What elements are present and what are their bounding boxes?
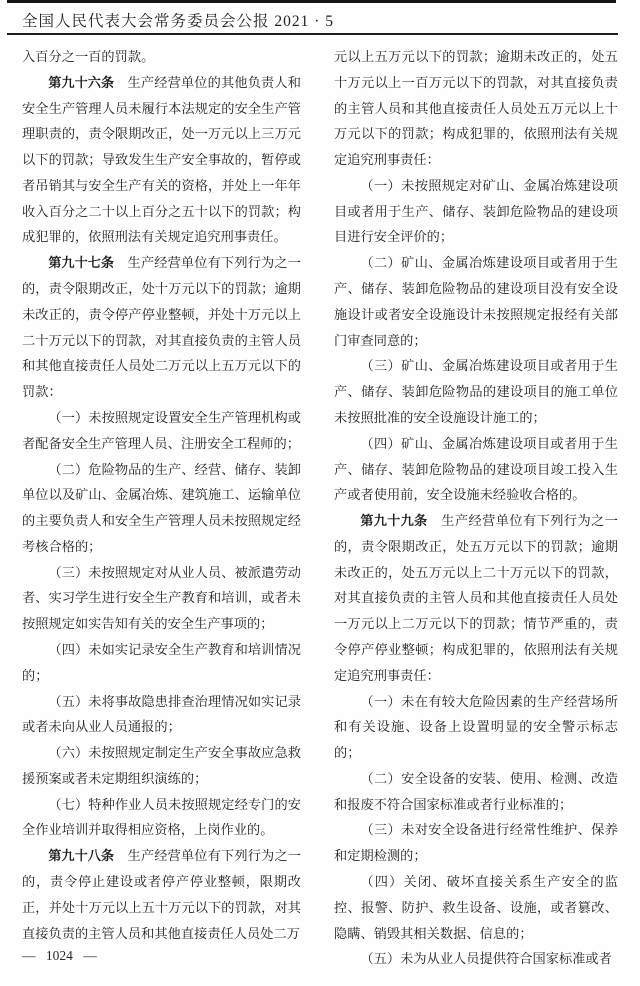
paragraph [22,689,301,741]
text-run: （六）未按照规定制定生产安全事故应急救援预案或者未定期组织演练的； [22,745,301,786]
text-run: 元以上五万元以下的罚款；逾期未改正的，处五十万元以上一百万元以下的罚款，对其直接负责的主管人员和其他直接责任人员处五万元以上十万元以下的罚款；构成犯罪的，依照刑法有关规定追究刑事责任： [334,49,618,168]
left-column [22,44,301,946]
text-run: （五）未将事故隐患排查治理情况如实记录或者未向从业人员通报的； [22,693,301,735]
text-run: （一）未按照规定设置安全生产管理机构或者配备安全生产管理人员、注册安全工程师的； [22,409,301,451]
paragraph [22,740,301,792]
paragraph [334,869,618,946]
text-run: （三）矿山、金属冶炼建设项目或者用于生产、储存、装卸危险物品的建设项目的施工单位未按照批准的安全设施设计施工的； [334,358,618,425]
text-run: （四）关闭、破坏直接关系生产安全的监控、报警、防护、救生设备、设施，或者篡改、隐瞒、销毁其相关数据、信息的； [334,874,618,941]
paragraph [334,431,618,508]
paragraph [22,405,301,457]
text-run: （七）特种作业人员未按照规定经专门的安全作业培训并取得相应资格，上岗作业的。 [22,796,301,838]
paragraph [334,353,618,430]
page-number: — 1024 — [22,948,97,963]
text-run: 生产经营单位的其他负责人和安全生产管理人员未履行本法规定的安全生产管理职责的，责令限期改正，处一万元以上三万元以下的罚款；导致发生生产安全事故的，暂停或者吊销其与安全生产有关的资格，并处上一年年收入百分之二十以上百分之五十以下的罚款；构成犯罪的，依照刑法有关规定追究刑事责任。 [22,74,301,245]
text-run: 生产经营单位有下列行为之一的，责令限期改正，处五万元以下的罚款；逾期未改正的，处五万元以上二十万元以下的罚款，对其直接负责的主管人员和其他直接责任人员处一万元以上二万元以下的罚款；情节严重的，责令停产停业整顿；构成犯罪的，依照刑法有关规定追究刑事责任： [334,513,618,683]
paragraph [22,250,301,405]
text-run: （三）未对安全设备进行经常性维护、保养和定期检测的； [334,822,618,864]
text-run: 生产经营单位有下列行为之一的，责令停止建设或者停产停业整顿，限期改正，并处十万元以上五十万元以下的罚款，对其直接负责的主管人员和其他直接责任人员处二万 [22,848,301,941]
text-run: （二）危险物品的生产、经营、储存、装卸单位以及矿山、金属冶炼、建筑施工、运输单位的主要负责人和安全生产管理人员未按照规定经考核合格的； [22,461,301,554]
paragraph [334,766,618,818]
article-number: 第九十九条 [360,513,428,529]
article-number: 第九十八条 [48,848,115,864]
text-run: （一）未按照规定对矿山、金属冶炼建设项目或者用于生产、储存、装卸危险物品的建设项目进行安全评价的； [334,177,618,245]
paragraph [22,560,301,637]
paragraph [334,946,618,972]
paragraph [22,457,301,560]
paragraph [22,792,301,844]
text-run: （四）矿山、金属冶炼建设项目或者用于生产、储存、装卸危险物品的建设项目竣工投入生产或者使用前，安全设施未经验收合格的。 [334,435,618,503]
text-run: （三）未按照规定对从业人员、被派遣劳动者、实习学生进行安全生产教育和培训，或者未按照规定如实告知有关的安全生产事项的； [22,564,301,632]
text-run: 生产经营单位有下列行为之一的，责令限期改正，处十万元以下的罚款；逾期未改正的，责令停产停业整顿，并处十万元以上二十万元以下的罚款，对其直接负责的主管人员和其他直接责任人员处二万元以上五万元以下的罚款： [22,255,301,400]
text-run: 入百分之一百的罚款。 [22,49,155,64]
paragraph [334,44,618,173]
scan-top-edge [7,0,616,3]
right-column [334,44,618,972]
text-run: （二）安全设备的安装、使用、检测、改造和报废不符合国家标准或者行业标准的； [334,770,618,812]
paragraph [334,689,618,766]
paragraph [334,817,618,869]
paragraph [22,44,301,70]
paragraph [22,637,301,689]
paragraph [22,70,301,250]
paragraph [334,250,618,353]
text-run: （二）矿山、金属冶炼建设项目或者用于生产、储存、装卸危险物品的建设项目没有安全设施设计或者安全设施设计未按照规定报经有关部门审查同意的； [334,255,618,348]
article-number: 第九十六条 [48,74,115,90]
journal-header-title: 全国人民代表大会常务委员会公报 2021 · 5 [22,13,335,30]
article-number: 第九十七条 [48,255,115,271]
text-run: （一）未在有较大危险因素的生产经营场所和有关设施、设备上设置明显的安全警示标志的； [334,693,618,761]
paragraph [334,173,618,250]
header-rule [7,33,618,35]
text-run: （五）未为从业人员提供符合国家标准或者 [360,951,612,967]
paragraph [334,508,618,688]
paragraph [22,843,301,946]
text-run: （四）未如实记录安全生产教育和培训情况的； [22,641,301,683]
